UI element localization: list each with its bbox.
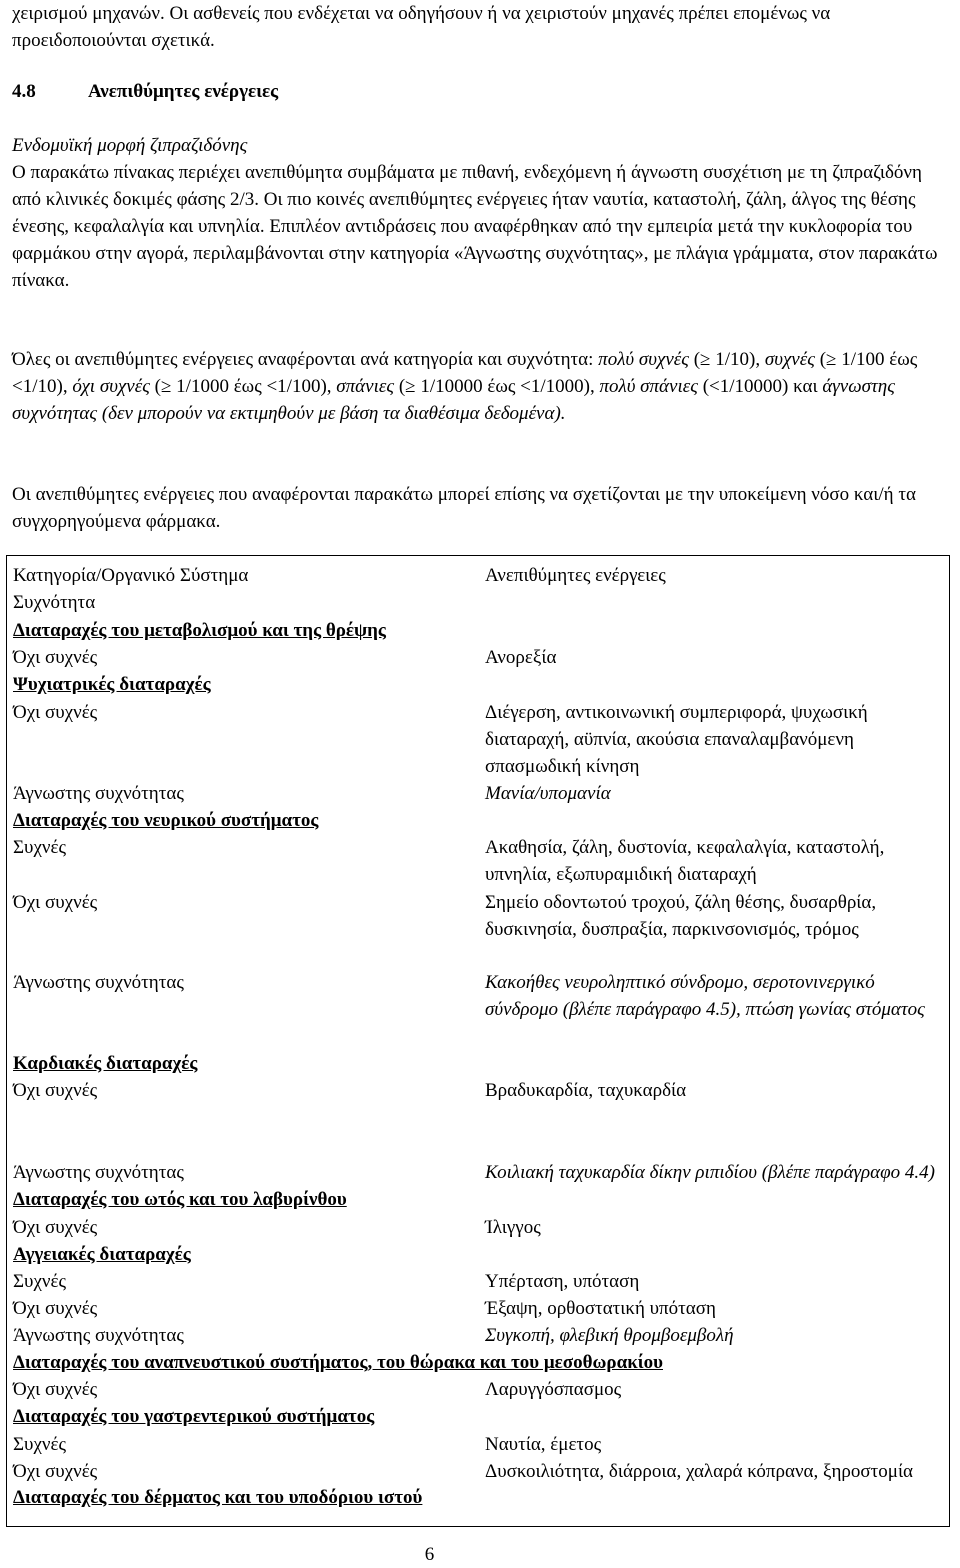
system-organ-class: Διαταραχές του ωτός και του λαβυρίνθου <box>13 1189 347 1210</box>
adverse-reactions-table <box>6 555 950 1527</box>
frequency-cell: Όχι συχνές <box>13 1080 98 1101</box>
frequency-cell: Συχνές <box>13 837 66 858</box>
intro-text: χειρισμού μηχανών. Οι ασθενείς που ενδέχεται να οδηγήσουν ή να χειριστούν μηχανές πρέπει επομένως να προειδοποιούνται σχετικά. <box>12 3 831 51</box>
system-organ-class: Αγγειακές διαταραχές <box>13 1244 191 1265</box>
adverse-effect-cell: Ακαθησία, ζάλη, δυστονία, κεφαλαλγία, καταστολή, υπνηλία, εξωπυραμιδική διαταραχή <box>485 837 885 885</box>
system-organ-class: Διαταραχές του μεταβολισμού και της θρέψης <box>13 620 386 641</box>
adverse-effect-cell: Βραδυκαρδία, ταχυκαρδία <box>485 1080 687 1101</box>
adverse-effect-cell: Ναυτία, έμετος <box>485 1434 602 1455</box>
frequency-cell: Όχι συχνές <box>13 1217 98 1238</box>
adverse-effect-cell: Διέγερση, αντικοινωνική συμπεριφορά, ψυχωσική διαταραχή, αϋπνία, ακούσια επαναλαμβανόμενη σπασμωδική κίνηση <box>485 702 868 777</box>
header-frequency-label: Συχνότητα <box>13 592 96 613</box>
paragraph-3: Οι ανεπιθύμητες ενέργειες που αναφέρονται παρακάτω μπορεί επίσης να σχετίζονται με την υποκείμενη νόσο και/ή τα συγχορηγούμενα φάρμακα. <box>12 484 916 532</box>
p2-g: (≥ 1/1000 έως <1/100), <box>149 376 337 397</box>
adverse-effect-cell: Συγκοπή, φλεβική θρομβοεμβολή <box>485 1325 734 1346</box>
adverse-effect-cell: Ίλιγγος <box>485 1217 541 1238</box>
p2-k: (<1/10000) και <box>697 376 823 397</box>
adverse-effect-cell: Κοιλιακή ταχυκαρδία δίκην ριπιδίου (βλέπε παράγραφο 4.4) <box>485 1162 935 1183</box>
adverse-effect-cell: Σημείο οδοντωτού τροχού, ζάλη θέσης, δυσαρθρία, δυσκινησία, δυσπραξία, παρκινσονισμός, τρόμος <box>485 892 877 940</box>
system-organ-class: Ψυχιατρικές διαταραχές <box>13 674 211 695</box>
frequency-cell: Όχι συχνές <box>13 702 98 723</box>
system-organ-class: Καρδιακές διαταραχές <box>13 1053 198 1074</box>
frequency-cell: Συχνές <box>13 1271 66 1292</box>
frequency-cell: Όχι συχνές <box>13 647 98 668</box>
frequency-cell: Άγνωστης συχνότητας <box>13 1325 184 1346</box>
paragraph-2 <box>12 346 947 427</box>
adverse-effect-cell: Δυσκοιλιότητα, διάρροια, χαλαρά κόπρανα, ξηροστομία <box>485 1461 914 1482</box>
header-effects-label: Ανεπιθύμητες ενέργειες <box>485 565 666 586</box>
system-organ-class: Διαταραχές του δέρματος και του υποδόριου ιστού <box>13 1487 423 1508</box>
p2-f: όχι συχνές <box>72 376 150 397</box>
adverse-effect-cell: Μανία/υπομανία <box>485 783 611 804</box>
frequency-cell: Όχι συχνές <box>13 1379 98 1400</box>
adverse-effect-cell: Κακοήθες νευροληπτικό σύνδρομο, σεροτονινεργικό σύνδρομο (βλέπε παράγραφο 4.5), πτώση γωνίας στόματος <box>485 972 925 1020</box>
frequency-cell: Συχνές <box>13 1434 66 1455</box>
system-organ-class: Διαταραχές του νευρικού συστήματος <box>13 810 319 831</box>
p2-c: (≥ 1/10), <box>688 349 765 370</box>
p2-l: άγνωστης συχνότητας (δεν μπορούν να εκτιμηθούν με βάση τα διαθέσιμα δεδομένα). <box>12 376 895 424</box>
frequency-cell: Άγνωστης συχνότητας <box>13 1162 184 1183</box>
p2-d: συχνές <box>764 349 815 370</box>
adverse-effect-cell: Υπέρταση, υπόταση <box>485 1271 640 1292</box>
frequency-cell: Άγνωστης συχνότητας <box>13 972 184 993</box>
p2-a: Όλες οι ανεπιθύμητες ενέργειες αναφέρονται ανά κατηγορία και συχνότητα: <box>12 349 599 370</box>
frequency-cell: Όχι συχνές <box>13 892 98 913</box>
system-organ-class: Διαταραχές του γαστρεντερικού συστήματος <box>13 1406 375 1427</box>
header-col1 <box>13 562 483 616</box>
adverse-effect-cell: Λαρυγγόσπασμος <box>485 1379 622 1400</box>
system-organ-class: Διαταραχές του αναπνευστικού συστήματος, του θώρακα και του μεσοθωρακίου <box>13 1352 663 1373</box>
frequency-cell: Άγνωστης συχνότητας <box>13 783 184 804</box>
p2-j: πολύ σπάνιες <box>599 376 698 397</box>
frequency-cell: Όχι συχνές <box>13 1461 98 1482</box>
section-title: Ανεπιθύμητες ενέργειες <box>88 81 279 102</box>
frequency-cell: Όχι συχνές <box>13 1298 98 1319</box>
subheading: Ενδομυϊκή μορφή ζιπραζιδόνης <box>12 135 248 156</box>
p2-e: (≥ 1/100 έως <1/10), <box>12 349 918 397</box>
p2-i: (≥ 1/10000 έως <1/1000), <box>394 376 600 397</box>
header-system-label: Κατηγορία/Οργανικό Σύστημα <box>13 565 249 586</box>
adverse-effect-cell: Έξαψη, ορθοστατική υπόταση <box>485 1298 716 1319</box>
p2-h: σπάνιες <box>336 376 395 397</box>
p2-b: πολύ συχνές <box>598 349 689 370</box>
paragraph-1: Ο παρακάτω πίνακας περιέχει ανεπιθύμητα συμβάματα με πιθανή, ενδεχόμενη ή άγνωστη συσχέτιση με τη ζιπραζιδόνη από κλινικές δοκιμές φάσης 2/3. Οι πιο κοινές ανεπιθύμητες ενέργειες ήταν ναυτία, καταστολή, ζάλη, άλγος της θέσης ένεσης, κεφαλαλγία και υπνηλία. Επιπλέον αντιδράσεις που αναφέρθηκαν από την εμπειρία μετά την κυκλοφορία του φαρμάκου στην αγορά, περιλαμβάνονται στην κατηγορία «Άγνωστης συχνότητας», με πλάγια γράμματα, στον παρακάτω πίνακα. <box>12 162 938 291</box>
section-heading <box>12 78 278 105</box>
section-number: 4.8 <box>12 81 36 102</box>
adverse-effect-cell: Ανορεξία <box>485 647 557 668</box>
page-number: 6 <box>424 1544 435 1565</box>
